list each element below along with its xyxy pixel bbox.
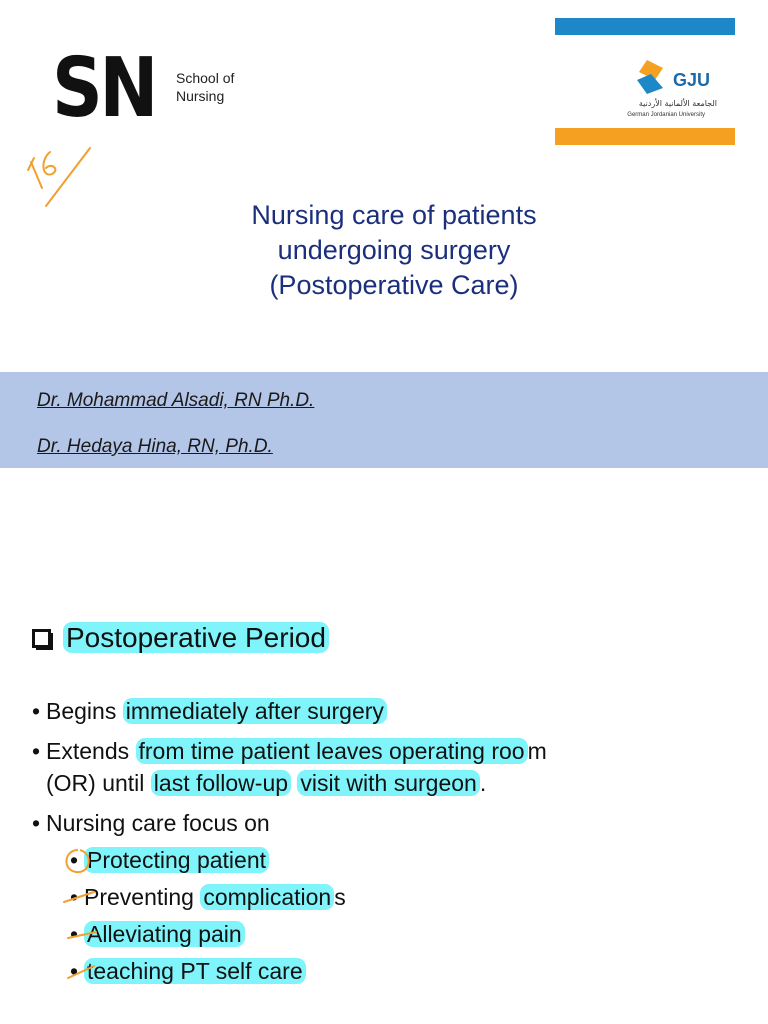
school-of-nursing-text: [176, 69, 234, 105]
checkbox-square-icon: [32, 629, 51, 648]
sub-bullet-4: • teaching PT self care: [70, 956, 306, 986]
gju-emblem-icon: [633, 58, 673, 98]
gju-bottom-bar: [555, 128, 735, 145]
school-of-nursing-logo: SN: [52, 41, 155, 136]
author-1: Dr. Mohammad Alsadi, RN Ph.D.: [37, 390, 315, 411]
sub-bullet-3: • Alleviating pain: [70, 919, 245, 949]
logo-line-2: Nursing: [176, 88, 225, 104]
slide-title: [0, 198, 768, 303]
handwritten-marks: [54, 840, 114, 990]
gju-arabic-name: الجامعة الألمانية الأردنية: [638, 99, 717, 108]
bullet-extends-line2: (OR) until last follow-up visit with surgeon .: [46, 770, 487, 796]
gju-abbr: GJU: [673, 70, 711, 90]
author-2: Dr. Hedaya Hina, RN, Ph.D.: [37, 436, 273, 457]
gju-logo: [555, 18, 735, 145]
logo-line-1: School of: [176, 70, 235, 86]
bullet-nursing-care: • Nursing care focus on: [32, 810, 270, 836]
gju-english-name: German Jordanian University: [627, 112, 705, 118]
title-line-2: undergoing surgery: [277, 235, 511, 265]
bullet-begins: • Begins immediately after surgery: [32, 696, 387, 726]
bullet-extends: • Extends from time patient leaves operating roo m: [32, 738, 547, 764]
sub-bullet-2: • Preventing complication s: [70, 884, 346, 910]
title-line-1: Nursing care of patients: [251, 200, 537, 230]
heading-text: Postoperative Period: [63, 622, 329, 653]
title-line-3: (Postoperative Care): [269, 270, 519, 300]
gju-top-bar: [555, 18, 735, 35]
sub-bullet-1: • Protecting patient: [70, 845, 269, 875]
section-heading: [32, 622, 329, 654]
